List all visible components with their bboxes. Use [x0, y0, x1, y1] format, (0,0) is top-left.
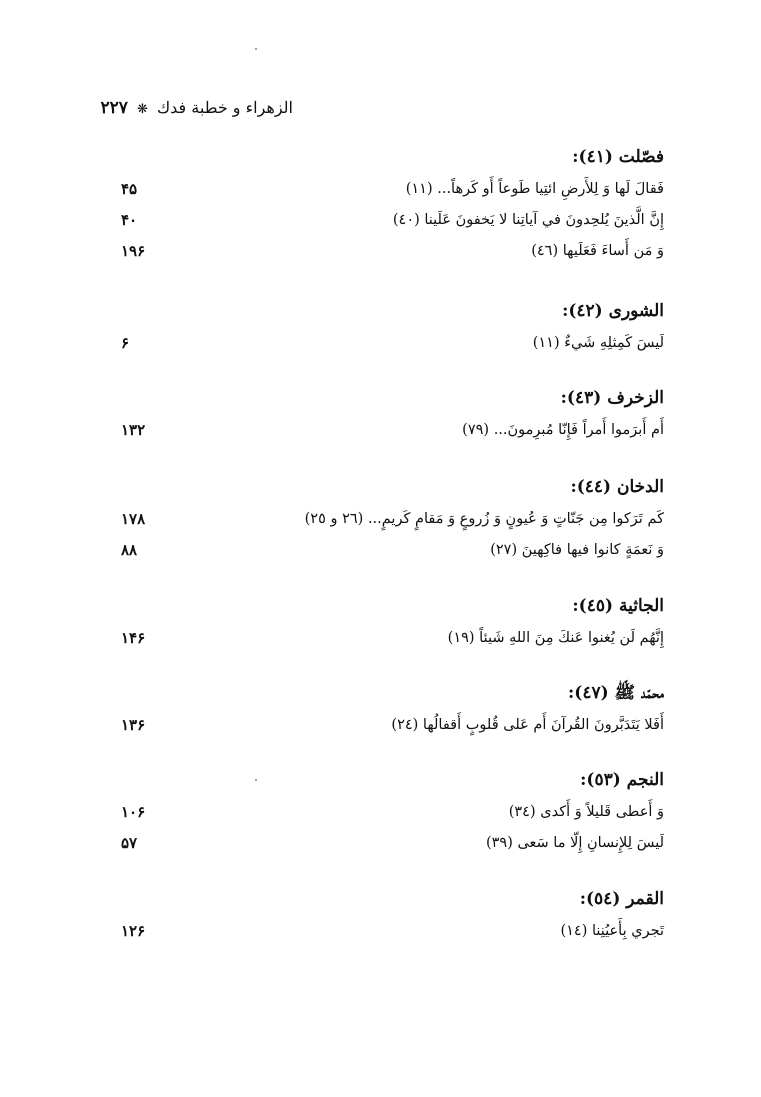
- page-reference: ۱۷۸: [121, 510, 146, 528]
- surah-title: الجاثية (٤٥):: [572, 596, 664, 616]
- surah-section: [118, 296, 664, 359]
- scan-speck: [255, 48, 257, 50]
- running-header: [100, 98, 293, 118]
- page-reference: ۱۴۶: [121, 629, 146, 647]
- page-reference: ۴۰: [121, 211, 138, 229]
- verse-entry: [118, 174, 664, 205]
- page-reference: ۱۲۶: [121, 922, 146, 940]
- verse-text: أَفَلا يَتَدَبَّرونَ القُرآنَ أَم عَلى قُلوبٍ أَقفالُها (٢٤): [391, 717, 664, 733]
- scan-speck: [255, 779, 257, 781]
- verse-entry: [118, 623, 664, 654]
- verse-text: إِنَّهُم لَن يُغنوا عَنكَ مِنَ اللهِ شَيئاً (١٩): [447, 630, 664, 646]
- page-reference: ۱۰۶: [121, 803, 146, 821]
- page-reference: ۱۹۶: [121, 242, 146, 260]
- surah-section: [118, 142, 664, 267]
- surah-section: [118, 765, 664, 859]
- verse-entry: [118, 710, 664, 741]
- verse-text: تَجري بِأَعيُنِنا (١٤): [560, 923, 664, 939]
- surah-title: الزخرف (٤٣):: [560, 388, 664, 408]
- verse-text: لَيسَ كَمِثلِهِ شَيءٌ (١١): [532, 335, 664, 351]
- verse-entry: [118, 916, 664, 947]
- verse-entry: [118, 236, 664, 267]
- verse-entry: [118, 205, 664, 236]
- surah-section: [118, 383, 664, 446]
- page-reference: ۵۷: [121, 834, 138, 852]
- verse-text: لَيسَ لِلإِنسانِ إِلّا ما سَعى (٣٩): [485, 835, 664, 851]
- page-reference: ۶: [121, 334, 130, 352]
- surah-title: فصّلت (٤١):: [572, 147, 664, 167]
- page-reference: ۸۸: [121, 541, 138, 559]
- separator-icon: ❋: [136, 102, 148, 117]
- book-title: الزهراء و خطبة فدك: [156, 98, 293, 117]
- surah-section: [118, 884, 664, 947]
- page-reference: ۱۳۲: [121, 421, 146, 439]
- page-reference: ۱۳۶: [121, 716, 146, 734]
- verse-text: وَ نَعمَةٍ كانوا فيها فاكِهينَ (٢٧): [490, 542, 664, 558]
- verse-entry: [118, 415, 664, 446]
- verse-text: فَقالَ لَها وَ لِلأَرضِ ائتِيا طَوعاً أَو كَرهاً... (١١): [405, 181, 664, 197]
- surah-title: محمّد ﷺ (٤٧):: [567, 683, 664, 703]
- verse-text: وَ مَن أَساءَ فَعَلَيها (٤٦): [531, 243, 664, 259]
- surah-section: [118, 678, 664, 741]
- page-reference: ۴۵: [121, 180, 138, 198]
- verse-entry: [118, 504, 664, 535]
- verse-entry: [118, 797, 664, 828]
- verse-text: أَم أَبرَموا أَمراً فَإِنّا مُبرِمونَ... (٧٩): [462, 422, 664, 438]
- surah-title: الشورى (٤٢):: [562, 301, 664, 321]
- verse-text: إِنَّ الَّذينَ يُلحِدونَ في آياتِنا لا يَخفونَ عَلَينا (٤٠): [392, 212, 664, 228]
- page-number: ۲۲۷: [100, 98, 128, 118]
- surah-title: النجم (٥٣):: [580, 770, 664, 790]
- verse-entry: [118, 535, 664, 566]
- surah-title: القمر (٥٤):: [579, 889, 664, 909]
- surah-title: الدخان (٤٤):: [570, 477, 664, 497]
- verse-entry: [118, 328, 664, 359]
- verse-text: كَم تَرَكوا مِن جَنّاتٍ وَ عُيونٍ وَ زُروعٍ وَ مَقامٍ كَريمٍ... (٢٦ و ٢٥): [304, 511, 664, 527]
- verse-text: وَ أَعطى قَليلاً وَ أَكدى (٣٤): [508, 804, 664, 820]
- surah-section: [118, 472, 664, 566]
- verse-entry: [118, 828, 664, 859]
- surah-section: [118, 591, 664, 654]
